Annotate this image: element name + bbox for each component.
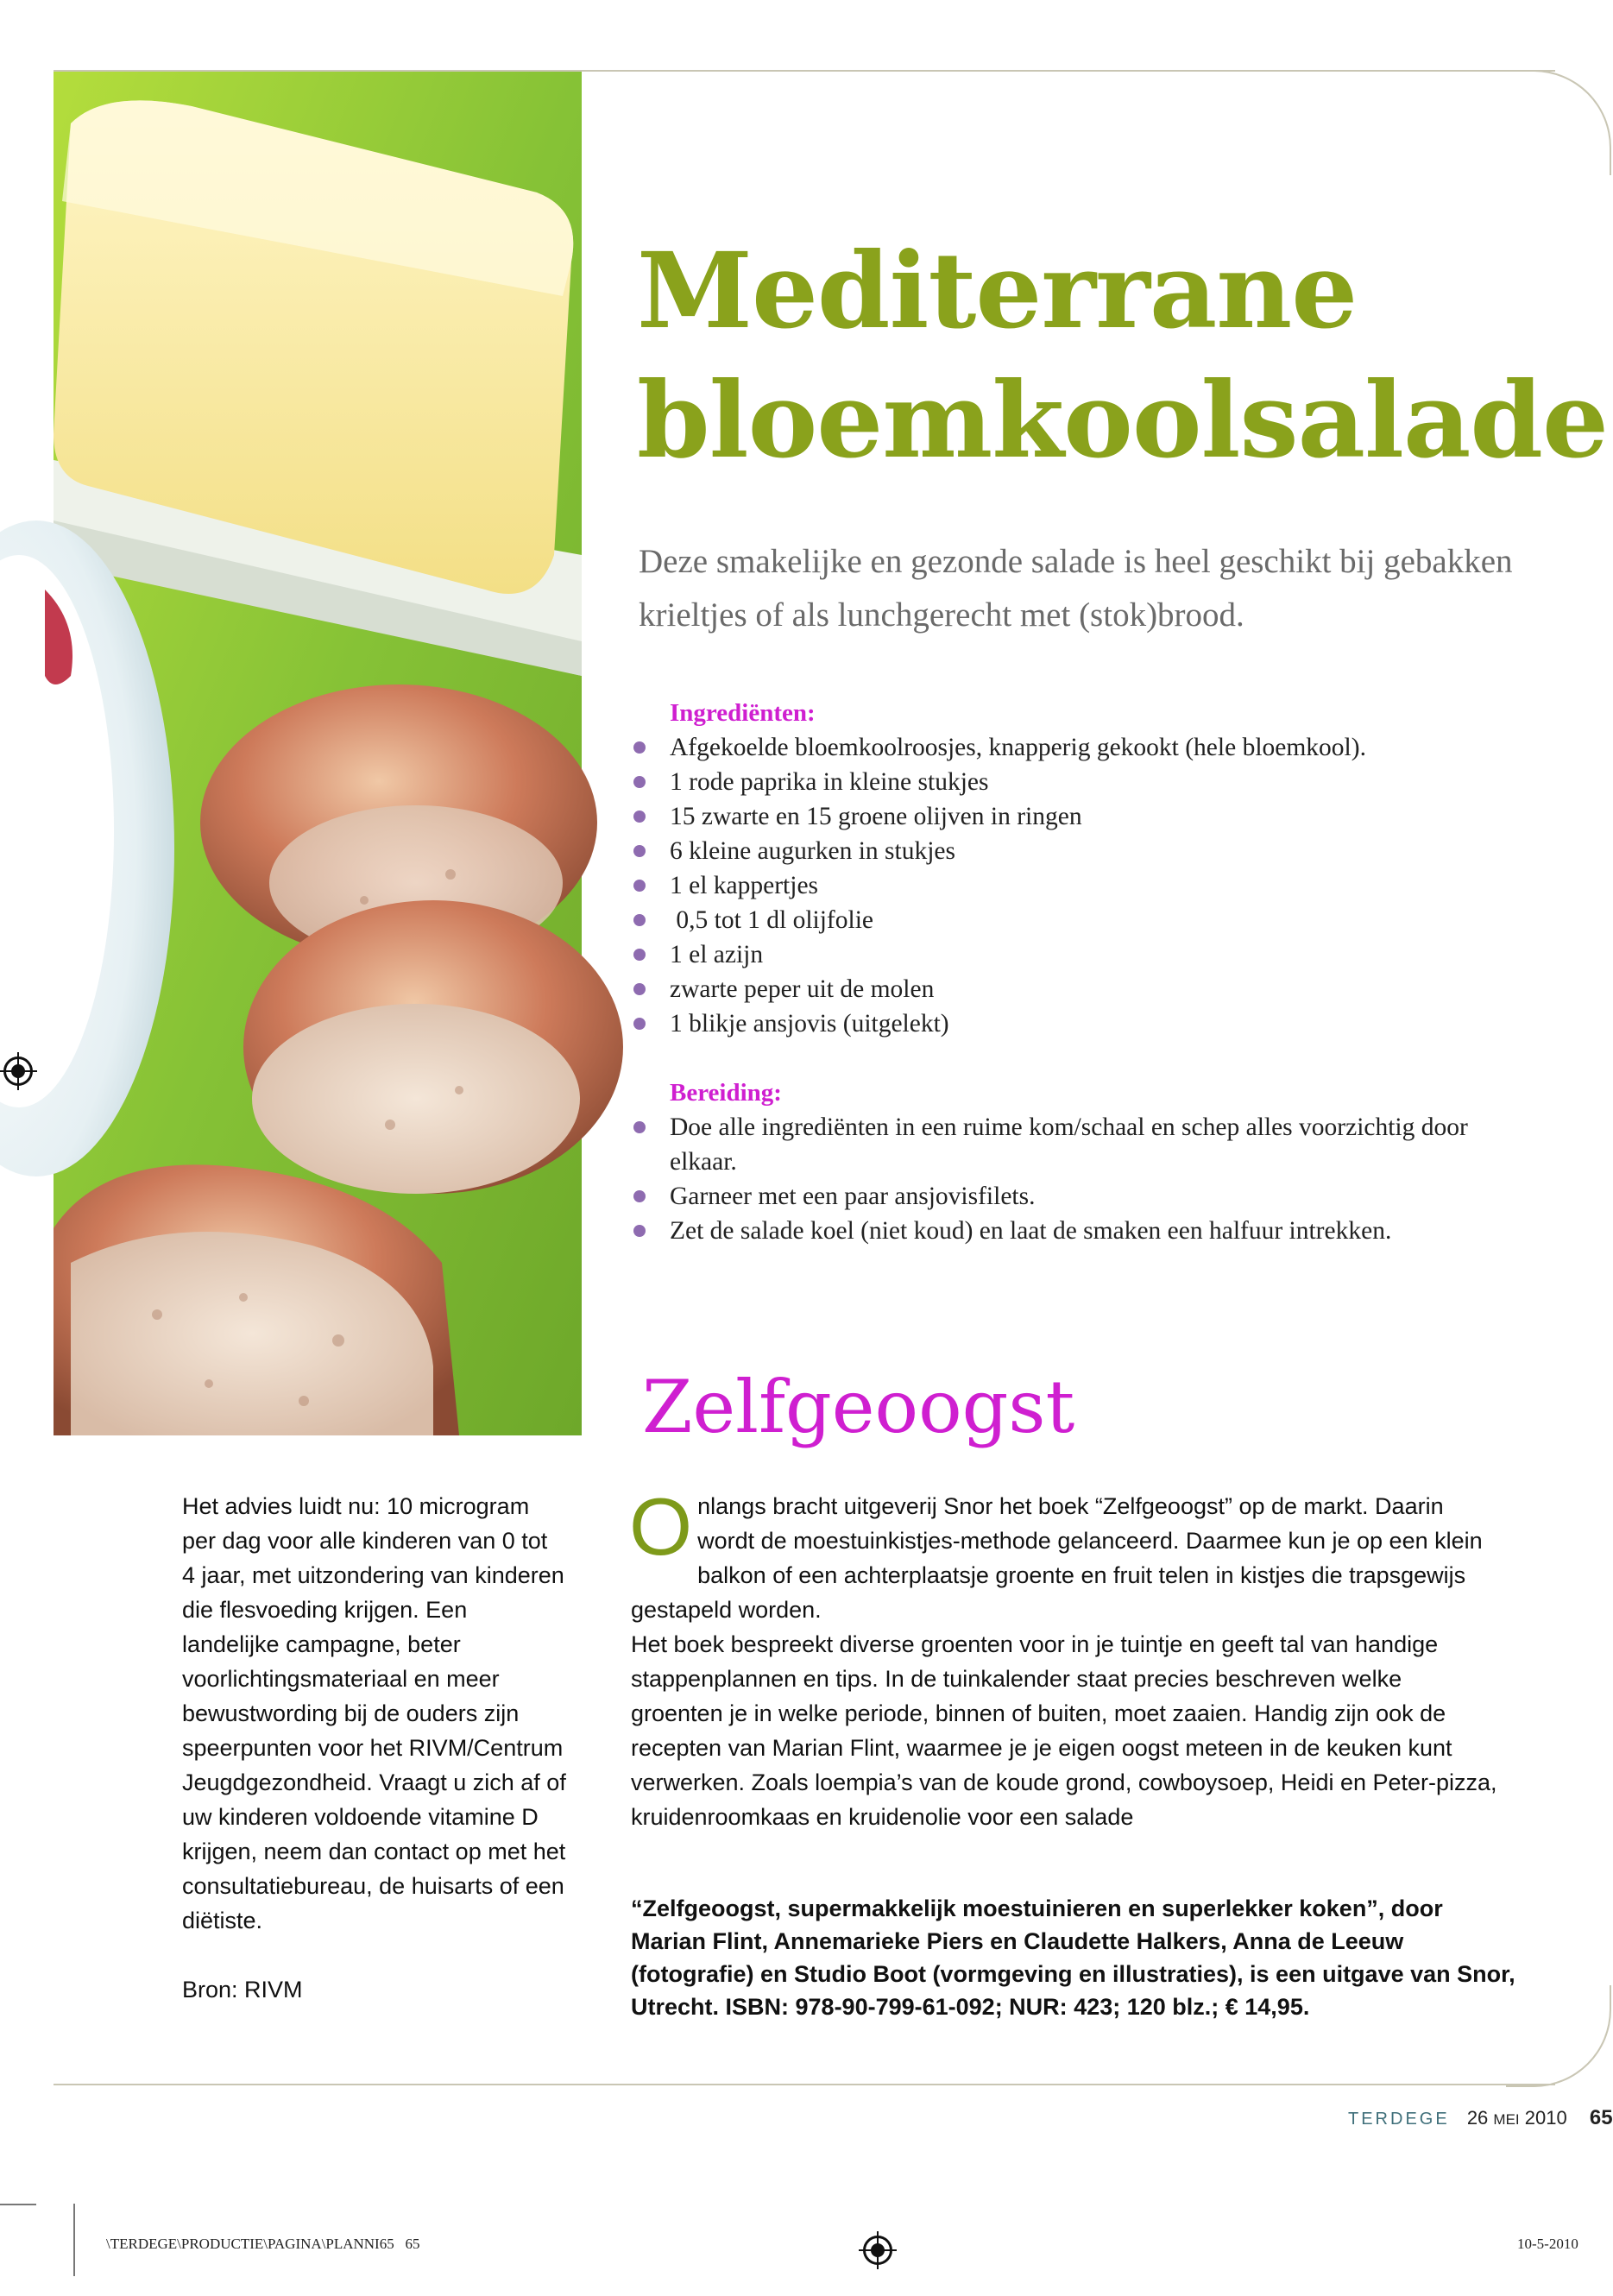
issue-day: 26 — [1466, 2107, 1489, 2129]
ingredient-item: 0,5 tot 1 dl olijfolie — [633, 903, 1566, 937]
print-slug-date: 10-5-2010 — [1517, 2236, 1578, 2252]
preparation-step: Doe alle ingrediënten in een ruime kom/schaal en schep alles voorzichtig door elkaar. — [633, 1110, 1514, 1179]
ingredient-item: zwarte peper uit de molen — [633, 972, 1566, 1006]
issue-year: 2010 — [1524, 2107, 1567, 2129]
page-number: 65 — [1589, 2106, 1613, 2129]
preparation-list — [633, 1110, 1514, 1248]
drop-cap: O — [629, 1481, 693, 1572]
ingredient-item: 6 kleine augurken in stukjes — [633, 834, 1566, 868]
ingredient-item: 1 el azijn — [633, 937, 1566, 972]
crop-mark — [0, 2204, 36, 2205]
sidebar-text: Het advies luidt nu: 10 microgram per dag voor alle kinderen van 0 tot 4 jaar, met uitzondering van kinderen die flesvoeding krijgen. Een landelijke campagne, beter voorlichtingsmateriaal en meer bewustwording bij de ouders zijn speerpunten voor het RIVM/Centrum Jeugdgezondheid. Vraagt u zich af of uw kinderen voldoende vitamine D krijgen, neem dan contact op met het consultatiebureau, de huisarts of een diëtiste. — [182, 1493, 566, 1933]
ingredient-item: Afgekoelde bloemkoolroosjes, knapperig gekookt (hele bloemkool). — [633, 730, 1566, 765]
ingredient-item: 1 el kappertjes — [633, 868, 1566, 903]
frame-bottom-corner — [1506, 1985, 1611, 2087]
sidebar-source: Bron: RIVM — [182, 1977, 303, 2003]
recipe-title-line-1: Mediterrane — [637, 229, 1358, 352]
preparation-heading: Bereiding: — [670, 1079, 782, 1107]
preparation-step: Garneer met een paar ansjovisfilets. — [633, 1179, 1514, 1214]
book-info: “Zelfgeoogst, supermakkelijk moestuinieren en superlekker koken”, door Marian Flint, Annemarieke Piers en Claudette Halkers, Anna de Leeuw (fotografie) en Studio Boot (vormgeving en illustraties), is een uitgave van Snor, Utrecht. ISBN: 978-90-799-61-092; NUR: 423; 120 blz.; € 14,95. — [631, 1895, 1515, 2020]
issue-month: MEI — [1493, 2111, 1520, 2128]
bread-photo — [54, 72, 582, 1435]
ingredients-list — [633, 730, 1566, 1041]
recipe-intro: Deze smakelijke en gezonde salade is heel geschikt bij gebakken krieltjes of als lunchgerecht met (stok)brood. — [639, 543, 1513, 634]
zelfgeoogst-article — [629, 1481, 1498, 1834]
print-slug-path: \TERDEGE\PRODUCTIE\PAGINA\PLANNI65 65 — [106, 2236, 420, 2252]
magazine-name: TERDEGE — [1348, 2110, 1450, 2129]
frame-top-corner — [1506, 70, 1611, 175]
ingredient-item: 1 blikje ansjovis (uitgelekt) — [633, 1006, 1566, 1041]
zelfgeoogst-title: Zelfgeoogst — [642, 1365, 1075, 1449]
ingredient-item: 15 zwarte en 15 groene olijven in ringen — [633, 799, 1566, 834]
recipe-title — [637, 226, 1608, 485]
registration-mark-bottom — [863, 2236, 892, 2265]
article-paragraph-1 — [629, 1481, 1498, 1627]
registration-mark-left — [3, 1057, 33, 1086]
slug-divider — [73, 2204, 75, 2276]
bread-illustration — [54, 72, 582, 1435]
issue-date — [1467, 2107, 1567, 2129]
article-paragraph-2: Het boek bespreekt diverse groenten voor in je tuintje en geeft tal van handige stappenplannen en tips. In de tuinkalender staat precies beschreven welke groenten je in welke periode, binnen of buiten, moet zaaien. Handig zijn ook de recepten van Marian Flint, waarmee je je eigen oogst meteen in de keuken kunt verwerken. Zoals loempia’s van de koude grond, cowboysoep, Heidi en Peter-pizza, kruidenroomkaas en kruidenolie voor een salade — [631, 1631, 1497, 1830]
ingredient-item: 1 rode paprika in kleine stukjes — [633, 765, 1566, 799]
ingredients-heading: Ingrediënten: — [670, 699, 816, 727]
article-paragraph-1-text: nlangs bracht uitgeverij Snor het boek “Zelfgeoogst” op de markt. Daarin wordt de moestuinkistjes-methode gelanceerd. Daarmee kun je op een klein balkon of een achterplaatsje groente en fruit telen in kistjes die trapsgewijs gestapeld worden. — [631, 1493, 1483, 1623]
preparation-step: Zet de salade koel (niet koud) en laat de smaken een halfuur intrekken. — [633, 1214, 1514, 1248]
frame-bottom-rule — [54, 2084, 1555, 2085]
page-footer — [1348, 2105, 1613, 2133]
vitamin-d-sidebar — [182, 1489, 566, 2007]
recipe-title-line-2: bloemkoolsalade — [637, 358, 1608, 482]
